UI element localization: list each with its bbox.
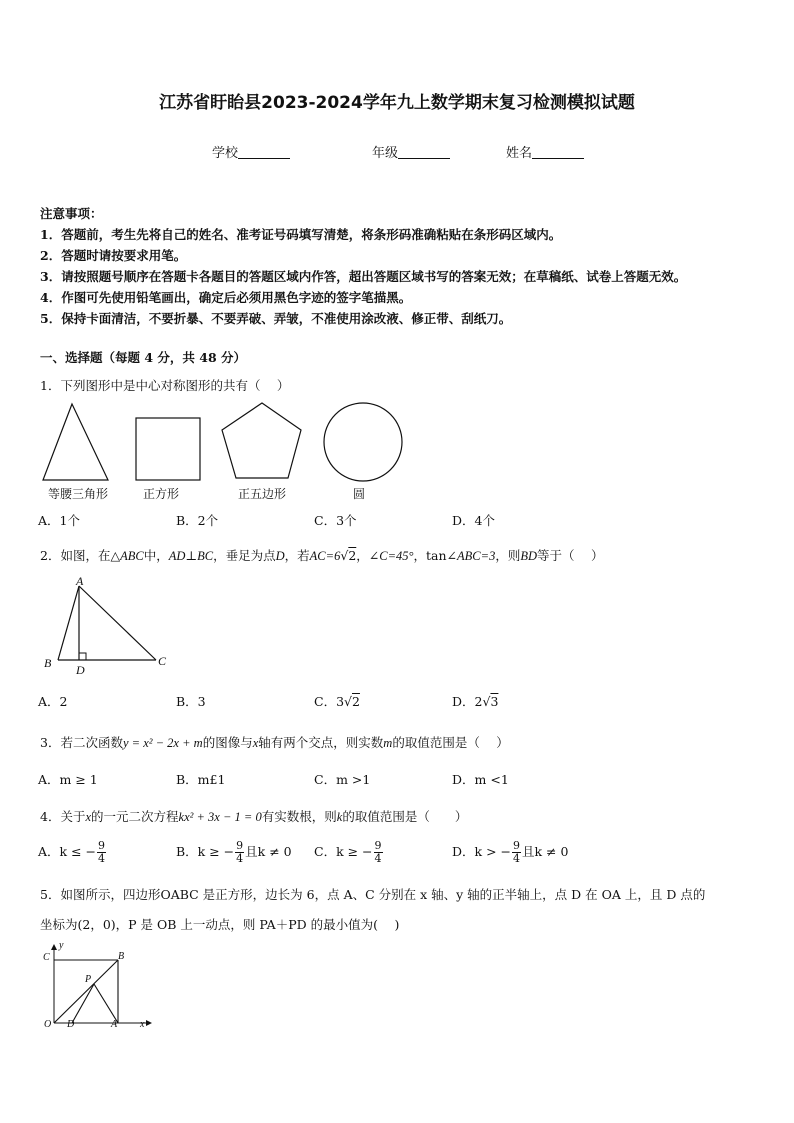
q5-square-figure <box>36 942 156 1038</box>
q1-shapes-figure <box>40 400 420 486</box>
point-d-label: D <box>67 1019 75 1030</box>
fraction <box>97 840 106 865</box>
axis-label <box>140 1019 144 1030</box>
q3-math: x <box>252 736 259 750</box>
question-4-text <box>40 807 467 825</box>
shape-label: 正方形 <box>143 487 180 501</box>
q2-option-c-text: C．3 <box>314 694 345 709</box>
q2-option-a: A．2 <box>38 694 68 709</box>
q2-option-c-root: 2 <box>352 694 360 709</box>
grade-field <box>372 142 450 161</box>
origin-label: O <box>44 1019 52 1030</box>
point-label <box>43 952 50 963</box>
point-label <box>118 951 124 962</box>
page-title: 江苏省盱眙县2023-2024学年九上数学期末复习检测模拟试题 <box>159 93 635 113</box>
point-b-label: B <box>44 656 52 670</box>
point-label <box>85 974 91 985</box>
q2-text-part: ，则 <box>495 548 521 563</box>
q4-option-b <box>176 840 292 865</box>
q1-option-b: B．2个 <box>176 513 219 528</box>
pentagon-shape <box>222 403 301 478</box>
q2-text-part: ，垂足为点 <box>213 548 276 563</box>
q2-math: 2 <box>348 548 357 563</box>
notice-item: 2．答题时请按要求用笔。 <box>40 248 187 263</box>
q3-math: y = x² − 2x + m <box>122 736 203 750</box>
q3-text-part: 的取值范围是（ ） <box>392 735 509 750</box>
point-label <box>76 663 85 678</box>
q3-text-part: 3．若二次函数 <box>40 735 123 750</box>
y-axis-label: y <box>59 940 64 951</box>
q3-text-part: 的图像与 <box>202 735 253 750</box>
q4-text-part: 的一元二次方程 <box>91 809 179 824</box>
q2-option-c <box>314 692 360 710</box>
fraction-denominator: 4 <box>98 852 105 865</box>
q1-option-c: C．3个 <box>314 513 357 528</box>
q2-text-part: 中， <box>143 548 169 563</box>
q1-option-a: A．1个 <box>38 513 80 528</box>
fraction-numerator: 9 <box>236 839 244 852</box>
fraction-denominator: 4 <box>236 852 244 865</box>
section-heading: 一、选择题（每题 4 分，共 48 分） <box>40 350 247 365</box>
sqrt-symbol: √ <box>482 694 491 709</box>
q2-math: ABC <box>120 549 144 563</box>
grade-blank <box>398 146 450 159</box>
q2-text-part: 等于（ ） <box>537 548 604 563</box>
question-3-text <box>40 733 509 751</box>
point-d-label: D <box>76 663 85 677</box>
notice-heading: 注意事项： <box>40 206 103 221</box>
q3-option-b: B．m£1 <box>176 772 226 787</box>
point-label <box>67 1019 74 1030</box>
q4-math: x <box>85 810 92 824</box>
fraction-numerator: 9 <box>98 839 105 852</box>
sqrt-symbol: √ <box>344 694 352 709</box>
q2-text-part: ，tan∠ <box>413 548 458 563</box>
q2-option-d-text: D．2 <box>452 694 483 709</box>
square-shape <box>136 418 200 480</box>
q4-option-text: D．k > − <box>452 844 511 859</box>
q3-option-a: A．m ≥ 1 <box>38 772 98 787</box>
q4-option-text: C．k ≥ − <box>314 844 373 859</box>
q4-math: k <box>336 810 343 824</box>
fraction <box>235 840 244 865</box>
q4-option-text: A．k ≤ − <box>38 844 96 859</box>
q2-math: D <box>275 549 285 563</box>
q2-text-part: ，∠ <box>356 548 380 563</box>
point-b-label: B <box>118 951 125 962</box>
school-label: 学校 <box>212 146 239 161</box>
q4-option-text: B．k ≥ − <box>176 844 235 859</box>
point-label <box>111 1019 117 1030</box>
circle-shape <box>324 403 402 481</box>
fraction-denominator: 4 <box>513 852 520 865</box>
fraction-numerator: 9 <box>374 839 382 852</box>
name-label: 姓名 <box>506 146 533 161</box>
q2-math: ABC=3 <box>457 549 496 563</box>
q4-option-a <box>38 840 107 865</box>
q2-option-b: B．3 <box>176 694 206 709</box>
point-label <box>44 656 51 671</box>
point-c-label: C <box>43 952 50 963</box>
q2-math: C=45° <box>379 549 414 563</box>
q3-text-part: 轴有两个交点，则实数 <box>258 735 384 750</box>
q4-option-d <box>452 840 568 865</box>
shape-label: 正五边形 <box>238 487 287 501</box>
point-a-label: A <box>111 1019 118 1030</box>
notice-item: 4．作图可先使用铅笔画出，确定后必须用黑色字迹的签字笔描黑。 <box>40 290 412 305</box>
q1-option-d: D．4个 <box>452 513 495 528</box>
point-label <box>158 654 166 669</box>
name-blank <box>532 146 584 159</box>
fraction <box>512 840 521 865</box>
q4-text-part: 的取值范围是（ ） <box>342 809 468 824</box>
shape-label: 圆 <box>353 487 366 501</box>
q2-text-part: ，若 <box>284 548 310 563</box>
sqrt-symbol: √ <box>340 548 349 563</box>
point-label <box>44 1019 51 1030</box>
q2-text-part: 2．如图，在△ <box>40 548 121 563</box>
point-p-label: P <box>85 974 92 985</box>
q3-option-d: D．m <1 <box>452 772 509 787</box>
school-blank <box>238 146 290 159</box>
grade-label: 年级 <box>372 146 399 161</box>
point-c-label: C <box>158 654 167 668</box>
q4-text-part: 4．关于 <box>40 809 86 824</box>
name-field <box>506 142 584 161</box>
q2-math: AD⊥BC <box>168 549 214 563</box>
point-a-label: A <box>76 574 84 588</box>
fraction-denominator: 4 <box>374 852 382 865</box>
school-field <box>212 142 290 161</box>
isosceles-triangle-shape <box>43 404 108 480</box>
q4-math: kx² + 3x − 1 = 0 <box>178 810 262 824</box>
shape-label: 等腰三角形 <box>48 487 109 501</box>
question-5-line-2: 坐标为(2，0)，P 是 OB 上一动点，则 PA＋PD 的最小值为( ) <box>40 917 400 932</box>
q2-math: BD <box>520 549 538 563</box>
question-2-text <box>40 546 604 564</box>
fraction <box>374 840 383 865</box>
notice-item: 1．答题前，考生先将自己的姓名、准考证号码填写清楚，将条形码准确粘贴在条形码区域内。 <box>40 227 562 242</box>
question-1-text: 1．下列图形中是中心对称图形的共有（ ） <box>40 378 290 393</box>
q4-option-text: 且k ≠ 0 <box>245 844 292 859</box>
axis-label <box>59 940 63 951</box>
q2-option-d <box>452 692 498 710</box>
point-label <box>76 574 83 589</box>
notice-item: 5．保持卡面清洁，不要折暴、不要弄破、弄皱，不准使用涂改液、修正带、刮纸刀。 <box>40 311 512 326</box>
q4-option-text: 且k ≠ 0 <box>522 844 569 859</box>
q4-option-c <box>314 840 384 865</box>
q3-math: m <box>383 736 393 750</box>
q2-math: AC=6 <box>309 549 341 563</box>
q3-option-c: C．m >1 <box>314 772 371 787</box>
notice-item: 3．请按照题号顺序在答题卡各题目的答题区域内作答，超出答题区域书写的答案无效；在草稿纸、试卷上答题无效。 <box>40 269 687 284</box>
x-axis-label: x <box>140 1019 145 1030</box>
fraction-numerator: 9 <box>513 839 520 852</box>
q4-text-part: 有实数根，则 <box>261 809 337 824</box>
question-5-line-1: 5．如图所示，四边形OABC 是正方形，边长为 6，点 A、C 分别在 x 轴、y 轴的正半轴上，点 D 在 OA 上，且 D 点的 <box>40 887 706 902</box>
q2-option-d-root: 3 <box>490 694 499 709</box>
